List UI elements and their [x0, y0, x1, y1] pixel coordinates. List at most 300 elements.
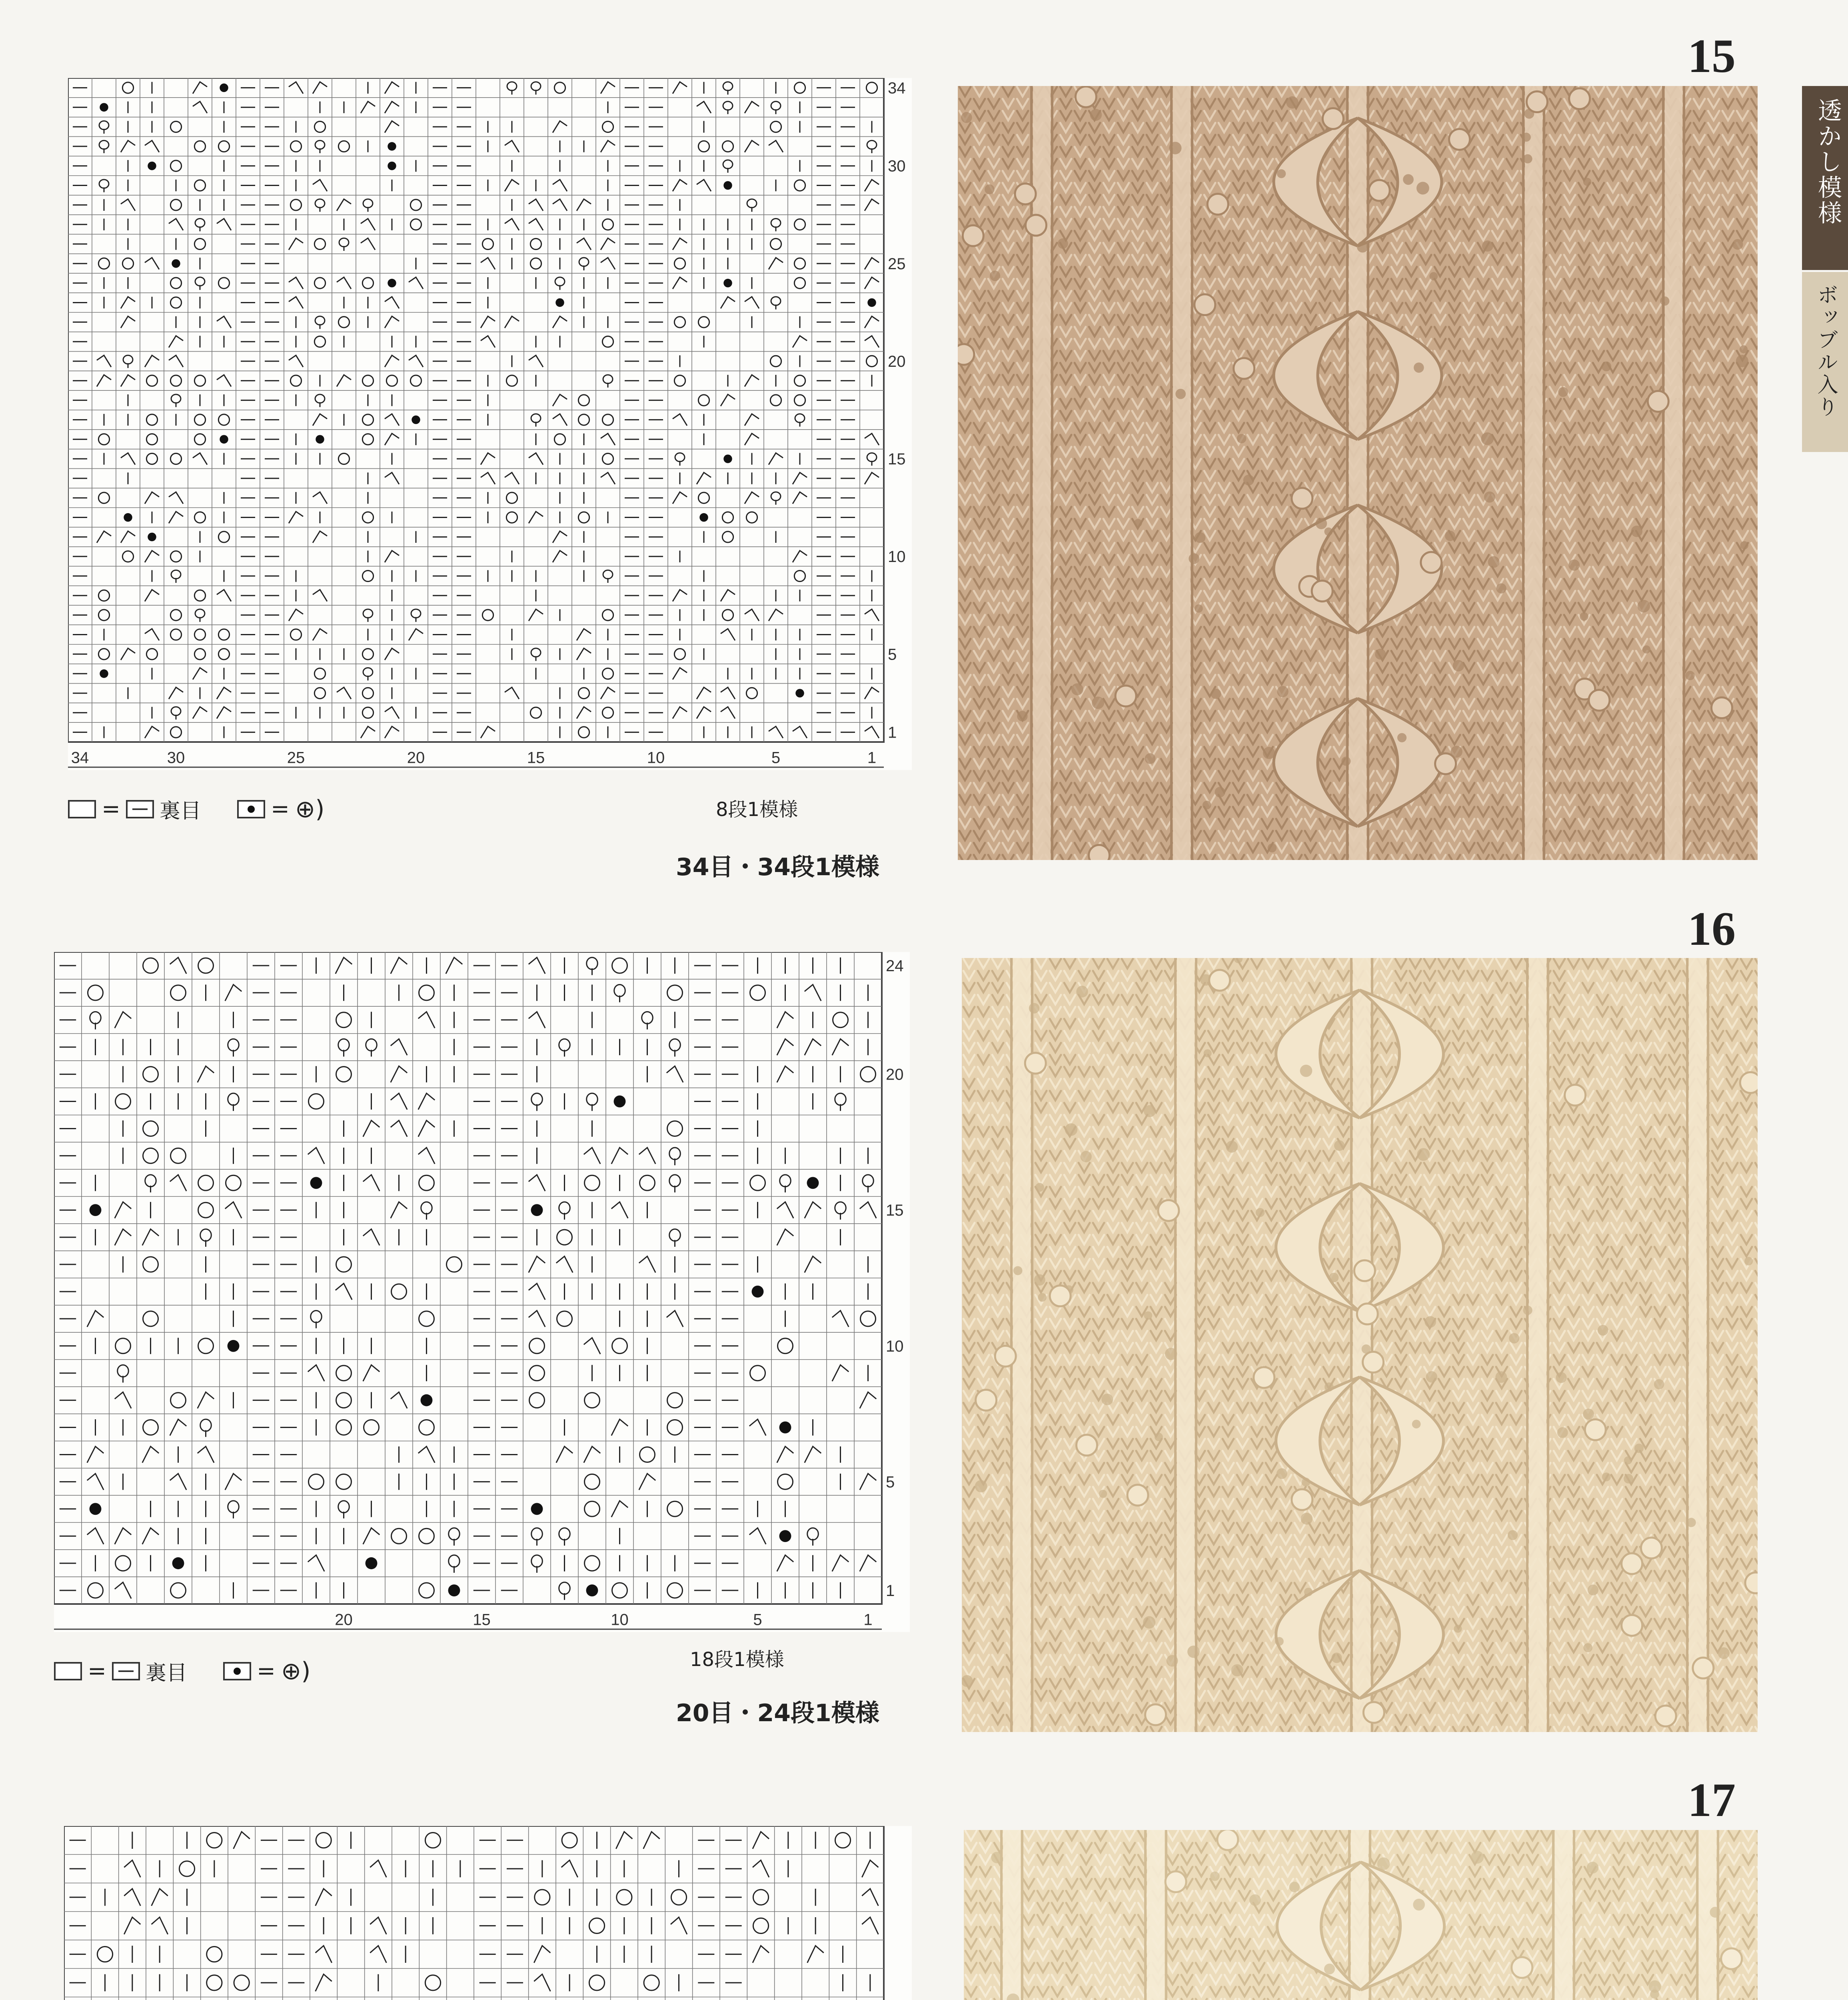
- eyelet: [1169, 142, 1181, 154]
- bobble: [995, 1346, 1016, 1366]
- yarn-over-symbol: [314, 336, 325, 347]
- k2tog-symbol: [391, 1202, 407, 1218]
- twisted-stitch-symbol: [195, 219, 205, 227]
- ssk-symbol: [225, 1202, 242, 1218]
- k2tog-symbol: [601, 238, 615, 250]
- k2tog-symbol: [316, 1974, 332, 1992]
- bobble-symbol: [795, 689, 804, 697]
- k2tog-symbol: [289, 512, 303, 523]
- row-label: 34: [888, 79, 906, 97]
- yarn-over-symbol: [98, 258, 109, 269]
- bobble: [1292, 488, 1313, 509]
- k2tog-symbol: [769, 258, 783, 269]
- row-label: 25: [888, 255, 906, 273]
- section-tab-title: 透かし模様: [1814, 98, 1842, 226]
- k2tog-symbol: [793, 551, 807, 562]
- bobble: [1050, 1286, 1071, 1306]
- k2tog-symbol: [418, 1093, 435, 1110]
- yarn-over-symbol: [602, 453, 613, 464]
- yarn-over-symbol: [722, 141, 733, 152]
- yarn-over-symbol: [530, 258, 541, 269]
- cable-rib: [1555, 1830, 1572, 2000]
- eyelet: [1035, 1183, 1044, 1192]
- ssk-symbol: [337, 277, 351, 289]
- bobble-symbol: [448, 1584, 460, 1596]
- eyelet: [1631, 526, 1642, 537]
- eyelet: [1413, 1899, 1425, 1911]
- purl-symbol-icon: [112, 1662, 140, 1680]
- eyelet: [1568, 560, 1580, 571]
- ssk-symbol: [152, 1917, 168, 1934]
- yarn-over-symbol: [98, 649, 109, 660]
- eyelet: [1215, 787, 1225, 797]
- eyelet: [1058, 238, 1068, 249]
- bobble: [1089, 845, 1109, 860]
- column-label: 10: [611, 1611, 629, 1629]
- ssk-symbol: [198, 1446, 214, 1463]
- k2tog-symbol: [121, 297, 135, 308]
- yarn-over-symbol: [770, 356, 781, 366]
- twisted-stitch-symbol: [411, 609, 421, 618]
- k2tog-symbol: [805, 1256, 821, 1273]
- yarn-over-symbol: [554, 82, 565, 93]
- ssk-symbol: [121, 199, 135, 211]
- twisted-stitch-symbol: [771, 219, 781, 227]
- k2tog-symbol: [611, 1501, 628, 1517]
- yarn-over-symbol: [578, 727, 589, 738]
- twisted-stitch-symbol: [315, 140, 325, 149]
- yarn-over-symbol: [794, 258, 805, 269]
- ssk-symbol: [865, 609, 879, 621]
- ssk-symbol: [529, 1012, 545, 1028]
- eyelet: [1300, 1065, 1313, 1077]
- yarn-over-symbol: [122, 551, 133, 562]
- knitting-chart-16: [54, 952, 910, 1632]
- ssk-symbol: [115, 1392, 131, 1408]
- ssk-symbol: [361, 238, 375, 250]
- twisted-stitch-symbol: [559, 1528, 570, 1540]
- twisted-stitch-symbol: [421, 1202, 432, 1214]
- eyelet: [1732, 239, 1743, 250]
- k2tog-symbol: [529, 609, 543, 621]
- bobble-symbol: [90, 1204, 102, 1216]
- eyelet: [1377, 1858, 1390, 1870]
- eyelet: [1226, 1141, 1238, 1153]
- k2tog-symbol: [601, 140, 615, 152]
- bobble: [1127, 1485, 1148, 1506]
- eyelet: [1289, 1882, 1300, 1892]
- swatch-photo-16: [962, 958, 1758, 1732]
- yarn-over-symbol: [207, 1832, 222, 1848]
- yarn-over-symbol: [218, 141, 229, 152]
- bobble-symbol: [90, 1503, 102, 1515]
- yarn-over-symbol: [777, 1338, 793, 1354]
- yarn-over-symbol: [194, 141, 205, 152]
- yarn-over-symbol: [530, 707, 541, 718]
- ssk-symbol: [553, 414, 567, 426]
- yarn-over-symbol: [506, 492, 517, 503]
- bobble-symbol: [220, 84, 228, 92]
- ssk-symbol: [865, 336, 879, 347]
- yarn-over-symbol: [194, 414, 205, 425]
- yarn-over-symbol: [750, 1366, 765, 1381]
- bobble-symbol: [310, 1177, 322, 1189]
- k2tog-symbol: [805, 1039, 821, 1055]
- yarn-over-symbol: [794, 180, 805, 191]
- yarn-over-symbol: [770, 395, 781, 406]
- eyelet: [1301, 1478, 1310, 1486]
- bobble: [1025, 215, 1046, 236]
- eyelet: [1601, 362, 1611, 372]
- bobble: [1565, 1085, 1586, 1106]
- k2tog-symbol: [745, 102, 759, 113]
- bobble-symbol: [100, 103, 108, 111]
- k2tog-symbol: [145, 590, 159, 601]
- ssk-symbol: [385, 297, 399, 308]
- bobble-symbol: [388, 162, 396, 170]
- k2tog-symbol: [777, 1446, 793, 1463]
- yarn-over-symbol: [698, 141, 709, 152]
- ssk-symbol: [308, 1555, 324, 1572]
- yarn-over-symbol: [194, 238, 205, 249]
- twisted-stitch-symbol: [195, 609, 205, 618]
- eyelet: [1495, 1371, 1507, 1383]
- k2tog-symbol: [777, 1039, 793, 1055]
- ssk-symbol: [481, 472, 495, 484]
- eyelet: [1583, 1643, 1592, 1652]
- k2tog-symbol: [234, 1832, 250, 1849]
- yarn-over-symbol: [584, 1175, 599, 1190]
- k2tog-symbol: [745, 414, 759, 426]
- column-label: 34: [71, 749, 89, 767]
- k2tog-symbol: [313, 531, 327, 543]
- twisted-stitch-symbol: [363, 668, 373, 676]
- k2tog-symbol: [121, 648, 135, 660]
- yarn-over-symbol: [364, 1420, 379, 1435]
- cable-rib: [1177, 958, 1195, 1732]
- bobble: [1115, 686, 1136, 706]
- yarn-over-symbol: [290, 141, 301, 152]
- ssk-symbol: [145, 140, 159, 152]
- ssk-symbol: [124, 1860, 140, 1878]
- twisted-stitch-symbol: [669, 1039, 681, 1051]
- yarn-over-symbol: [170, 1148, 186, 1163]
- yarn-over-symbol: [562, 1832, 577, 1848]
- bobble: [1209, 970, 1230, 991]
- yarn-over-symbol: [290, 200, 301, 210]
- row-label: 1: [886, 1582, 895, 1600]
- k2tog-symbol: [601, 687, 615, 699]
- yarn-over-symbol: [362, 278, 373, 288]
- ssk-symbol: [601, 258, 615, 269]
- yarn-over-symbol: [98, 590, 109, 601]
- bobble: [1357, 1304, 1378, 1324]
- bobble: [1648, 391, 1668, 412]
- k2tog-symbol: [170, 1419, 186, 1436]
- yarn-over-symbol: [179, 1861, 194, 1876]
- yarn-over-symbol: [146, 649, 157, 660]
- k2tog-symbol: [777, 1066, 793, 1082]
- ssk-symbol: [337, 687, 351, 699]
- bobble-symbol-icon: [223, 1662, 251, 1680]
- twisted-stitch-symbol: [559, 1039, 570, 1051]
- ssk-symbol: [418, 1446, 435, 1463]
- yarn-over-symbol: [146, 414, 157, 425]
- bobble: [1569, 88, 1590, 109]
- k2tog-symbol: [769, 453, 783, 464]
- k2tog-symbol: [505, 180, 519, 191]
- twisted-stitch-symbol: [559, 1202, 570, 1214]
- bobble: [963, 225, 983, 246]
- k2tog-symbol: [697, 707, 711, 718]
- yarn-over-symbol: [482, 610, 493, 620]
- ssk-symbol: [529, 199, 543, 211]
- column-label: 10: [647, 749, 665, 767]
- k2tog-symbol: [529, 512, 543, 523]
- k2tog-symbol: [673, 277, 687, 289]
- bobble: [1526, 91, 1547, 112]
- row-label: 1: [888, 724, 897, 742]
- k2tog-symbol: [556, 1446, 573, 1463]
- k2tog-symbol: [337, 375, 351, 386]
- k2tog-symbol: [142, 1229, 159, 1246]
- yarn-over-symbol: [170, 727, 181, 738]
- column-labels: [335, 1611, 872, 1629]
- ssk-symbol: [97, 355, 111, 367]
- twisted-stitch-symbol: [835, 1093, 846, 1105]
- yarn-over-symbol: [170, 200, 181, 210]
- twisted-stitch-symbol: [531, 82, 541, 90]
- eyelet: [1598, 1325, 1608, 1336]
- eyelet: [1145, 753, 1156, 764]
- bobble: [1207, 194, 1228, 214]
- ssk-symbol: [145, 258, 159, 269]
- yarn-over-symbol: [529, 1338, 544, 1354]
- k2tog-symbol: [418, 1120, 435, 1137]
- twisted-stitch-symbol: [531, 1093, 543, 1105]
- row-label: 30: [888, 157, 906, 175]
- eyelet: [1471, 1851, 1484, 1864]
- k2tog-symbol: [169, 687, 183, 699]
- yarn-over-symbol: [143, 1257, 158, 1272]
- ssk-symbol: [505, 687, 519, 699]
- eyelet: [1101, 1394, 1113, 1405]
- ssk-symbol: [169, 355, 183, 367]
- ssk-symbol: [370, 1860, 386, 1878]
- yarn-over-symbol: [336, 1067, 351, 1082]
- row-labels: [888, 79, 906, 741]
- eyelet: [1155, 1433, 1163, 1441]
- yarn-over-symbol: [584, 1393, 599, 1408]
- legend-15: = 裏目 = ⊕): [68, 794, 325, 824]
- k2tog-symbol: [745, 140, 759, 152]
- eyelet: [1718, 1647, 1730, 1659]
- bobble: [1655, 1706, 1676, 1726]
- bobble: [1622, 1615, 1642, 1636]
- yarn-over-symbol: [589, 1918, 604, 1933]
- cable-rib: [1525, 86, 1542, 860]
- eyelet: [991, 1852, 1002, 1863]
- k2tog-symbol: [805, 1202, 821, 1218]
- ssk-symbol: [749, 1419, 766, 1436]
- k2tog-symbol: [124, 1917, 140, 1934]
- yarn-over-symbol: [753, 1890, 768, 1905]
- bobble-symbol: [421, 1394, 433, 1406]
- eyelet: [1624, 1474, 1633, 1484]
- swatch-photo-15: [958, 86, 1758, 860]
- ssk-symbol: [749, 1528, 766, 1544]
- yarn-over-symbol: [674, 258, 685, 269]
- eyelet: [1412, 1420, 1421, 1428]
- yarn-over-symbol: [115, 1556, 130, 1571]
- yarn-over-symbol: [143, 1067, 158, 1082]
- bobble-symbol: [699, 513, 708, 522]
- yarn-over-symbol: [746, 512, 757, 523]
- column-label: 1: [867, 749, 877, 767]
- yarn-over-symbol: [170, 297, 181, 308]
- yarn-over-symbol: [386, 375, 397, 386]
- ssk-symbol: [865, 726, 879, 738]
- k2tog-symbol: [225, 985, 242, 1001]
- yarn-over-symbol: [506, 512, 517, 523]
- yarn-over-symbol: [530, 238, 541, 249]
- ssk-symbol: [391, 1039, 407, 1055]
- k2tog-symbol: [673, 180, 687, 191]
- bobble-symbol: [723, 181, 732, 190]
- k2tog-symbol: [860, 1474, 876, 1490]
- twisted-stitch-symbol: [579, 258, 589, 266]
- yarn-over-symbol: [336, 1366, 351, 1381]
- yarn-over-symbol: [170, 610, 181, 620]
- k2tog-symbol: [601, 82, 615, 94]
- ssk-symbol: [170, 1474, 186, 1490]
- eyelet: [1275, 1637, 1284, 1646]
- eyelet: [1065, 1123, 1077, 1136]
- k2tog-symbol: [391, 1066, 407, 1082]
- k2tog-symbol: [616, 1832, 632, 1849]
- purl-label: 裏目: [159, 799, 201, 823]
- twisted-stitch-symbol: [315, 316, 325, 325]
- yarn-over-symbol: [338, 141, 349, 152]
- ssk-symbol: [363, 1229, 380, 1246]
- eyelet: [1341, 756, 1351, 766]
- eyelet: [975, 1480, 987, 1492]
- eyelet: [1482, 240, 1493, 252]
- swatch-texture: [962, 958, 1758, 1732]
- bobble: [1512, 1957, 1532, 1978]
- yarn-over-symbol: [835, 1832, 850, 1848]
- eyelet: [1071, 683, 1083, 695]
- ssk-symbol: [553, 180, 567, 191]
- k2tog-symbol: [115, 1202, 131, 1218]
- eyelet: [1329, 1273, 1339, 1282]
- k2tog-symbol: [865, 199, 879, 211]
- twisted-stitch-symbol: [587, 958, 598, 970]
- eyelet: [990, 270, 1000, 281]
- yarn-over-symbol: [314, 278, 325, 288]
- eyelet: [1357, 241, 1368, 252]
- yarn-over-symbol: [482, 238, 493, 249]
- yarn-over-symbol: [554, 434, 565, 445]
- yarn-over-symbol: [170, 453, 181, 464]
- yarn-over-symbol: [88, 1583, 103, 1598]
- eyelet: [1740, 345, 1748, 353]
- yarn-over-symbol: [88, 985, 103, 1000]
- k2tog-symbol: [534, 1946, 550, 1963]
- yarn-over-symbol: [557, 1311, 572, 1326]
- yarn-over-symbol: [602, 707, 613, 718]
- bobble-symbol: [614, 1096, 626, 1108]
- k2tog-symbol: [745, 434, 759, 445]
- bobble: [1693, 1658, 1714, 1678]
- ssk-symbol: [217, 590, 231, 601]
- twisted-stitch-symbol: [867, 453, 877, 461]
- k2tog-symbol: [87, 1446, 104, 1463]
- ssk-symbol: [745, 609, 759, 621]
- column-label: 20: [407, 749, 425, 767]
- twisted-stitch-symbol: [315, 199, 325, 208]
- yarn-over-symbol: [170, 985, 186, 1000]
- yarn-over-symbol: [794, 82, 805, 93]
- knitting-chart-15: [68, 78, 912, 770]
- eyelet: [1324, 528, 1333, 536]
- caption-15: 34目・34段1模様: [676, 853, 879, 881]
- yarn-over-symbol: [198, 1338, 213, 1354]
- twisted-stitch-symbol: [338, 1501, 350, 1513]
- eyelet: [1277, 169, 1286, 178]
- ssk-symbol: [289, 277, 303, 289]
- eyelet: [1249, 1894, 1261, 1906]
- k2tog-symbol: [289, 238, 303, 250]
- k2tog-symbol: [385, 648, 399, 660]
- cable-rib: [1349, 86, 1367, 860]
- k2tog-symbol: [793, 472, 807, 484]
- eyelet: [1488, 556, 1500, 568]
- yarn-over-symbol: [578, 512, 589, 523]
- ssk-symbol: [308, 1365, 324, 1381]
- ssk-symbol: [385, 414, 399, 426]
- yarn-over-symbol: [602, 121, 613, 132]
- k2tog-symbol: [121, 316, 135, 328]
- k2tog-symbol: [193, 82, 207, 94]
- yarn-over-symbol: [290, 375, 301, 386]
- yarn-over-symbol: [860, 1067, 875, 1082]
- bobble-symbol: [148, 533, 156, 541]
- ssk-symbol: [611, 1202, 628, 1218]
- yarn-over-symbol: [234, 1975, 249, 1990]
- eyelet: [1484, 492, 1495, 503]
- bobble-symbol: [723, 454, 732, 463]
- yarn-over-symbol: [98, 434, 109, 445]
- k2tog-symbol: [121, 140, 135, 152]
- ssk-symbol: [87, 1528, 104, 1544]
- eyelet: [1426, 1371, 1437, 1382]
- yarn-over-symbol: [194, 512, 205, 523]
- eyelet: [1017, 711, 1028, 722]
- ssk-symbol: [721, 629, 735, 640]
- bobble: [1234, 358, 1255, 379]
- yarn-over-symbol: [639, 1447, 655, 1462]
- ssk-symbol: [805, 985, 821, 1001]
- twisted-stitch-symbol: [531, 648, 541, 657]
- bobble: [1217, 1830, 1238, 1850]
- eyelet: [1210, 1872, 1220, 1881]
- bobble: [1076, 1435, 1097, 1456]
- ssk-symbol: [370, 1917, 386, 1934]
- yarn-over-symbol: [529, 1393, 544, 1408]
- bobble: [976, 1390, 997, 1410]
- yarn-over-symbol: [794, 278, 805, 288]
